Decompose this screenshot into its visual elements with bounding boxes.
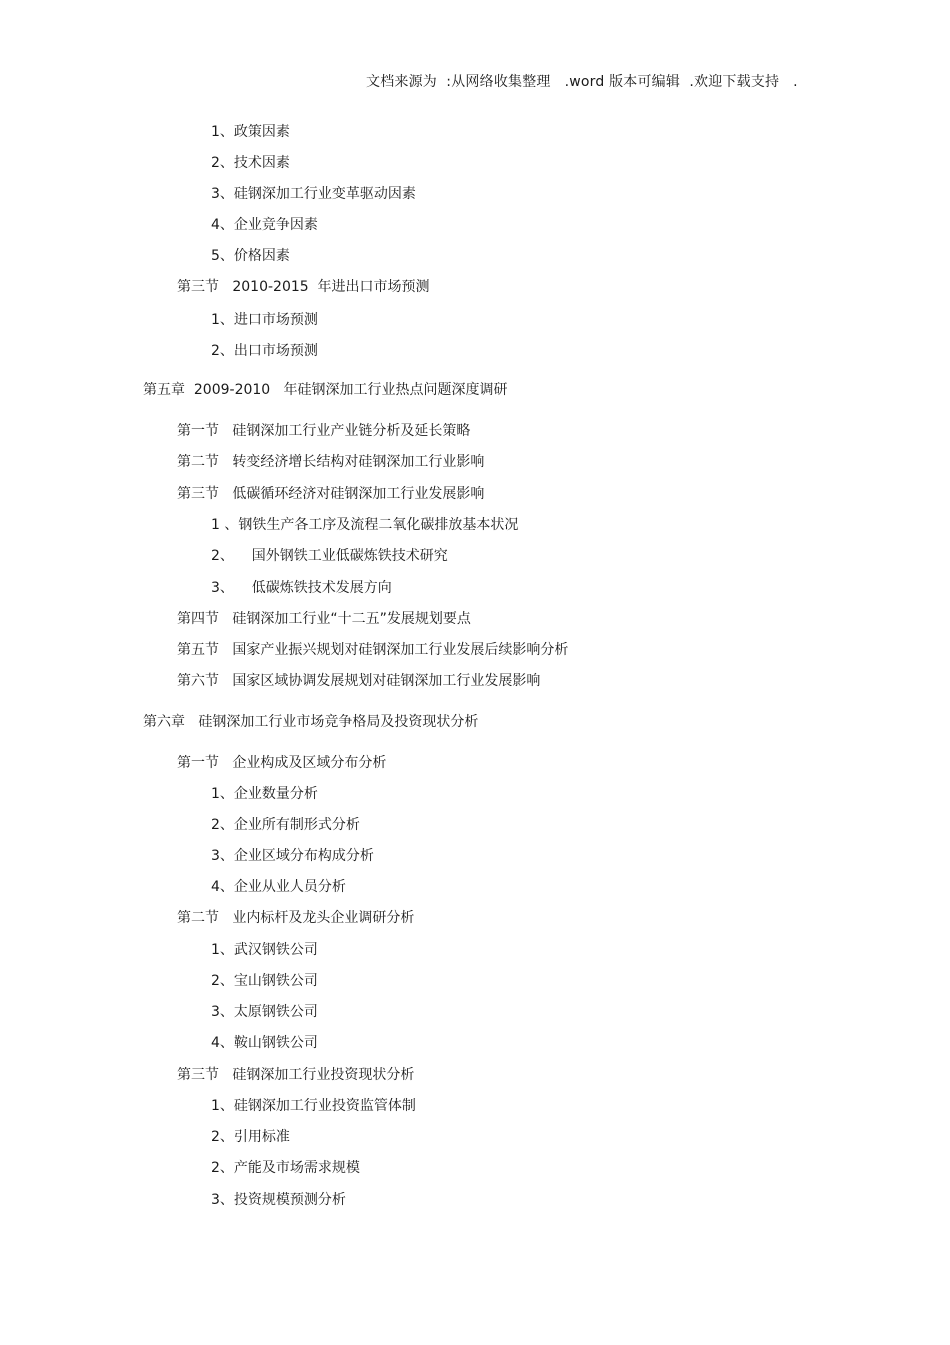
- toc-item-line: 1、企业数量分析: [211, 786, 318, 802]
- toc-chapter-line: 第五章 2009-2010 年硅钢深加工行业热点问题深度调研: [143, 382, 508, 398]
- toc-item-line: 2、引用标准: [211, 1129, 290, 1145]
- toc-item-line: 3、企业区域分布构成分析: [211, 848, 374, 864]
- toc-item-line: 4、企业竞争因素: [211, 217, 318, 233]
- toc-item-line: 1、武汉钢铁公司: [211, 942, 318, 958]
- toc-item-line: 3、投资规模预测分析: [211, 1192, 346, 1208]
- toc-item-line: 3、 低碳炼铁技术发展方向: [211, 580, 392, 596]
- toc-section-line: 第五节 国家产业振兴规划对硅钢深加工行业发展后续影响分析: [177, 642, 569, 658]
- toc-item-line: 1、进口市场预测: [211, 312, 318, 328]
- toc-item-line: 5、价格因素: [211, 248, 290, 264]
- toc-section-line: 第一节 硅钢深加工行业产业链分析及延长策略: [177, 423, 471, 439]
- toc-item-line: 2、企业所有制形式分析: [211, 817, 360, 833]
- toc-section-line: 第一节 企业构成及区域分布分析: [177, 755, 387, 771]
- toc-item-line: 2、 国外钢铁工业低碳炼铁技术研究: [211, 548, 448, 564]
- toc-item-line: 2、宝山钢铁公司: [211, 973, 318, 989]
- toc-section-line: 第三节 硅钢深加工行业投资现状分析: [177, 1067, 415, 1083]
- toc-item-line: 1、政策因素: [211, 124, 290, 140]
- toc-section-line: 第二节 业内标杆及龙头企业调研分析: [177, 910, 415, 926]
- toc-section-line: 第四节 硅钢深加工行业“十二五”发展规划要点: [177, 611, 471, 627]
- toc-item-line: 1 、钢铁生产各工序及流程二氧化碳排放基本状况: [211, 517, 519, 533]
- toc-section-line: 第六节 国家区域协调发展规划对硅钢深加工行业发展影响: [177, 673, 541, 689]
- toc-item-line: 2、技术因素: [211, 155, 290, 171]
- toc-item-line: 2、出口市场预测: [211, 343, 318, 359]
- toc-chapter-line: 第六章 硅钢深加工行业市场竞争格局及投资现状分析: [143, 714, 479, 730]
- toc-section-line: 第三节 低碳循环经济对硅钢深加工行业发展影响: [177, 486, 485, 502]
- toc-item-line: 3、太原钢铁公司: [211, 1004, 318, 1020]
- toc-section-line: 第三节 2010-2015 年进出口市场预测: [177, 279, 430, 295]
- toc-item-line: 1、硅钢深加工行业投资监管体制: [211, 1098, 416, 1114]
- toc-section-line: 第二节 转变经济增长结构对硅钢深加工行业影响: [177, 454, 485, 470]
- page-header-note: 文档来源为 :从网络收集整理 .word 版本可编辑 .欢迎下载支持 .: [366, 74, 798, 90]
- toc-item-line: 3、硅钢深加工行业变革驱动因素: [211, 186, 416, 202]
- toc-item-line: 2、产能及市场需求规模: [211, 1160, 360, 1176]
- toc-item-line: 4、企业从业人员分析: [211, 879, 346, 895]
- toc-item-line: 4、鞍山钢铁公司: [211, 1035, 318, 1051]
